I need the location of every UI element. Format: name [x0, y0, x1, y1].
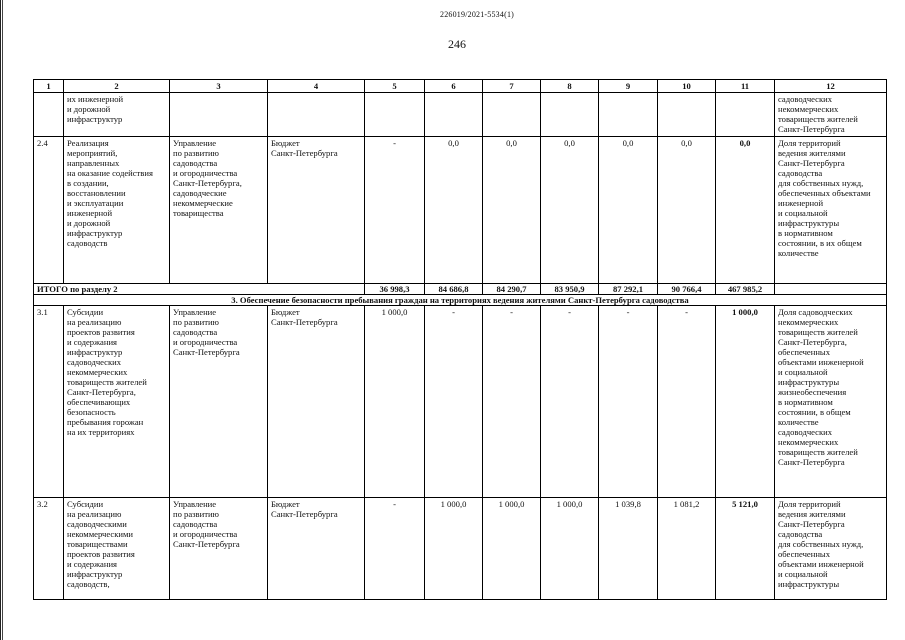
total-label: ИТОГО по разделу 2 [34, 284, 365, 295]
table-row-continued [34, 93, 887, 137]
value-cell: 1 000,0 [541, 498, 599, 600]
funding-source [268, 93, 365, 137]
total-value: 84 290,7 [483, 284, 541, 295]
executor [170, 93, 268, 137]
value-cell: 0,0 [483, 137, 541, 284]
value-cell: 0,0 [599, 137, 658, 284]
value-cell: 1 081,2 [658, 498, 716, 600]
value-cell: - [425, 306, 483, 498]
value-cell: - [365, 498, 425, 600]
value-cell [425, 93, 483, 137]
total-cell: 1 000,0 [716, 306, 775, 498]
value-cell [483, 93, 541, 137]
value-cell: 0,0 [425, 137, 483, 284]
measure-name: Субсидии на реализацию садоводческими некоммерческими товариществами проектов развития и содержания инфраструктур садоводств, [64, 498, 170, 600]
value-cell [541, 93, 599, 137]
column-header: 2 [64, 80, 170, 93]
column-header: 10 [658, 80, 716, 93]
indicator: Доля территорий ведения жителями Санкт-Петербурга садоводства для собственных нужд, обеспеченных объектами инженерной и социальной инфраструктуры [775, 498, 887, 600]
total-value: 83 950,9 [541, 284, 599, 295]
total-cell: 5 121,0 [716, 498, 775, 600]
value-cell: 1 039,8 [599, 498, 658, 600]
section-total-row [34, 284, 887, 295]
row-number: 3.2 [34, 498, 64, 600]
indicator: Доля территорий ведения жителями Санкт-Петербурга садоводства для собственных нужд, обеспеченных объектами инженерной и социальной инфраструктуры в нормативном состоянии, в их общем количестве [775, 137, 887, 284]
total-value: 84 686,8 [425, 284, 483, 295]
section-heading: 3. Обеспечение безопасности пребывания граждан на территориях ведения жителями Санкт-Петербурга садоводства [34, 295, 887, 306]
measure-name: Субсидии на реализацию проектов развития и содержания инфраструктур садоводческих некоммерческих товариществ жителей Санкт-Петербурга, обеспечивающих безопасность пребывания горожан на их территориях [64, 306, 170, 498]
section-heading-row [34, 295, 887, 306]
row-number: 2.4 [34, 137, 64, 284]
total-cell: 0,0 [716, 137, 775, 284]
row-number [34, 93, 64, 137]
column-header: 9 [599, 80, 658, 93]
value-cell: - [541, 306, 599, 498]
value-cell: - [658, 306, 716, 498]
funding-source: Бюджет Санкт-Петербурга [268, 498, 365, 600]
value-cell: 1 000,0 [425, 498, 483, 600]
table-row [34, 306, 887, 498]
value-cell: 1 000,0 [365, 306, 425, 498]
column-header: 6 [425, 80, 483, 93]
measure-name: их инженерной и дорожной инфраструктур [64, 93, 170, 137]
document-id: 226019/2021-5534(1) [440, 10, 515, 19]
column-header: 8 [541, 80, 599, 93]
value-cell: 1 000,0 [483, 498, 541, 600]
value-cell: 0,0 [658, 137, 716, 284]
measure-name: Реализация мероприятий, направленных на оказание содействия в создании, восстановлении и эксплуатации инженерной и дорожной инфраструктур садоводств [64, 137, 170, 284]
total-value: 467 985,2 [716, 284, 775, 295]
value-cell: - [365, 137, 425, 284]
executor: Управление по развитию садоводства и огородничества Санкт-Петербурга [170, 498, 268, 600]
column-header: 5 [365, 80, 425, 93]
column-header: 4 [268, 80, 365, 93]
row-number: 3.1 [34, 306, 64, 498]
table-row [34, 498, 887, 600]
funding-source: Бюджет Санкт-Петербурга [268, 306, 365, 498]
binding-edge [0, 0, 6, 640]
value-cell [599, 93, 658, 137]
value-cell: - [599, 306, 658, 498]
column-header: 12 [775, 80, 887, 93]
table-row [34, 137, 887, 284]
total-empty [775, 284, 887, 295]
page-number: 246 [448, 37, 466, 51]
budget-table [33, 79, 887, 600]
column-header: 7 [483, 80, 541, 93]
executor: Управление по развитию садоводства и огородничества Санкт-Петербурга [170, 306, 268, 498]
column-header: 1 [34, 80, 64, 93]
funding-source: Бюджет Санкт-Петербурга [268, 137, 365, 284]
total-value: 87 292,1 [599, 284, 658, 295]
column-header: 11 [716, 80, 775, 93]
total-value: 90 766,4 [658, 284, 716, 295]
indicator: Доля садоводческих некоммерческих товариществ жителей Санкт-Петербурга, обеспеченных объектами инженерной и социальной инфраструктуры жизнеобеспечения в нормативном состоянии, в общем количестве садоводческих некоммерческих товариществ жителей Санкт-Петербурга [775, 306, 887, 498]
total-value: 36 998,3 [365, 284, 425, 295]
value-cell: - [483, 306, 541, 498]
value-cell: 0,0 [541, 137, 599, 284]
column-number-row [34, 80, 887, 93]
column-header: 3 [170, 80, 268, 93]
value-cell [658, 93, 716, 137]
indicator: садоводческих некоммерческих товариществ жителей Санкт-Петербурга [775, 93, 887, 137]
executor: Управление по развитию садоводства и огородничества Санкт-Петербурга, садоводческие некоммерческие товарищества [170, 137, 268, 284]
value-cell [365, 93, 425, 137]
value-cell [716, 93, 775, 137]
